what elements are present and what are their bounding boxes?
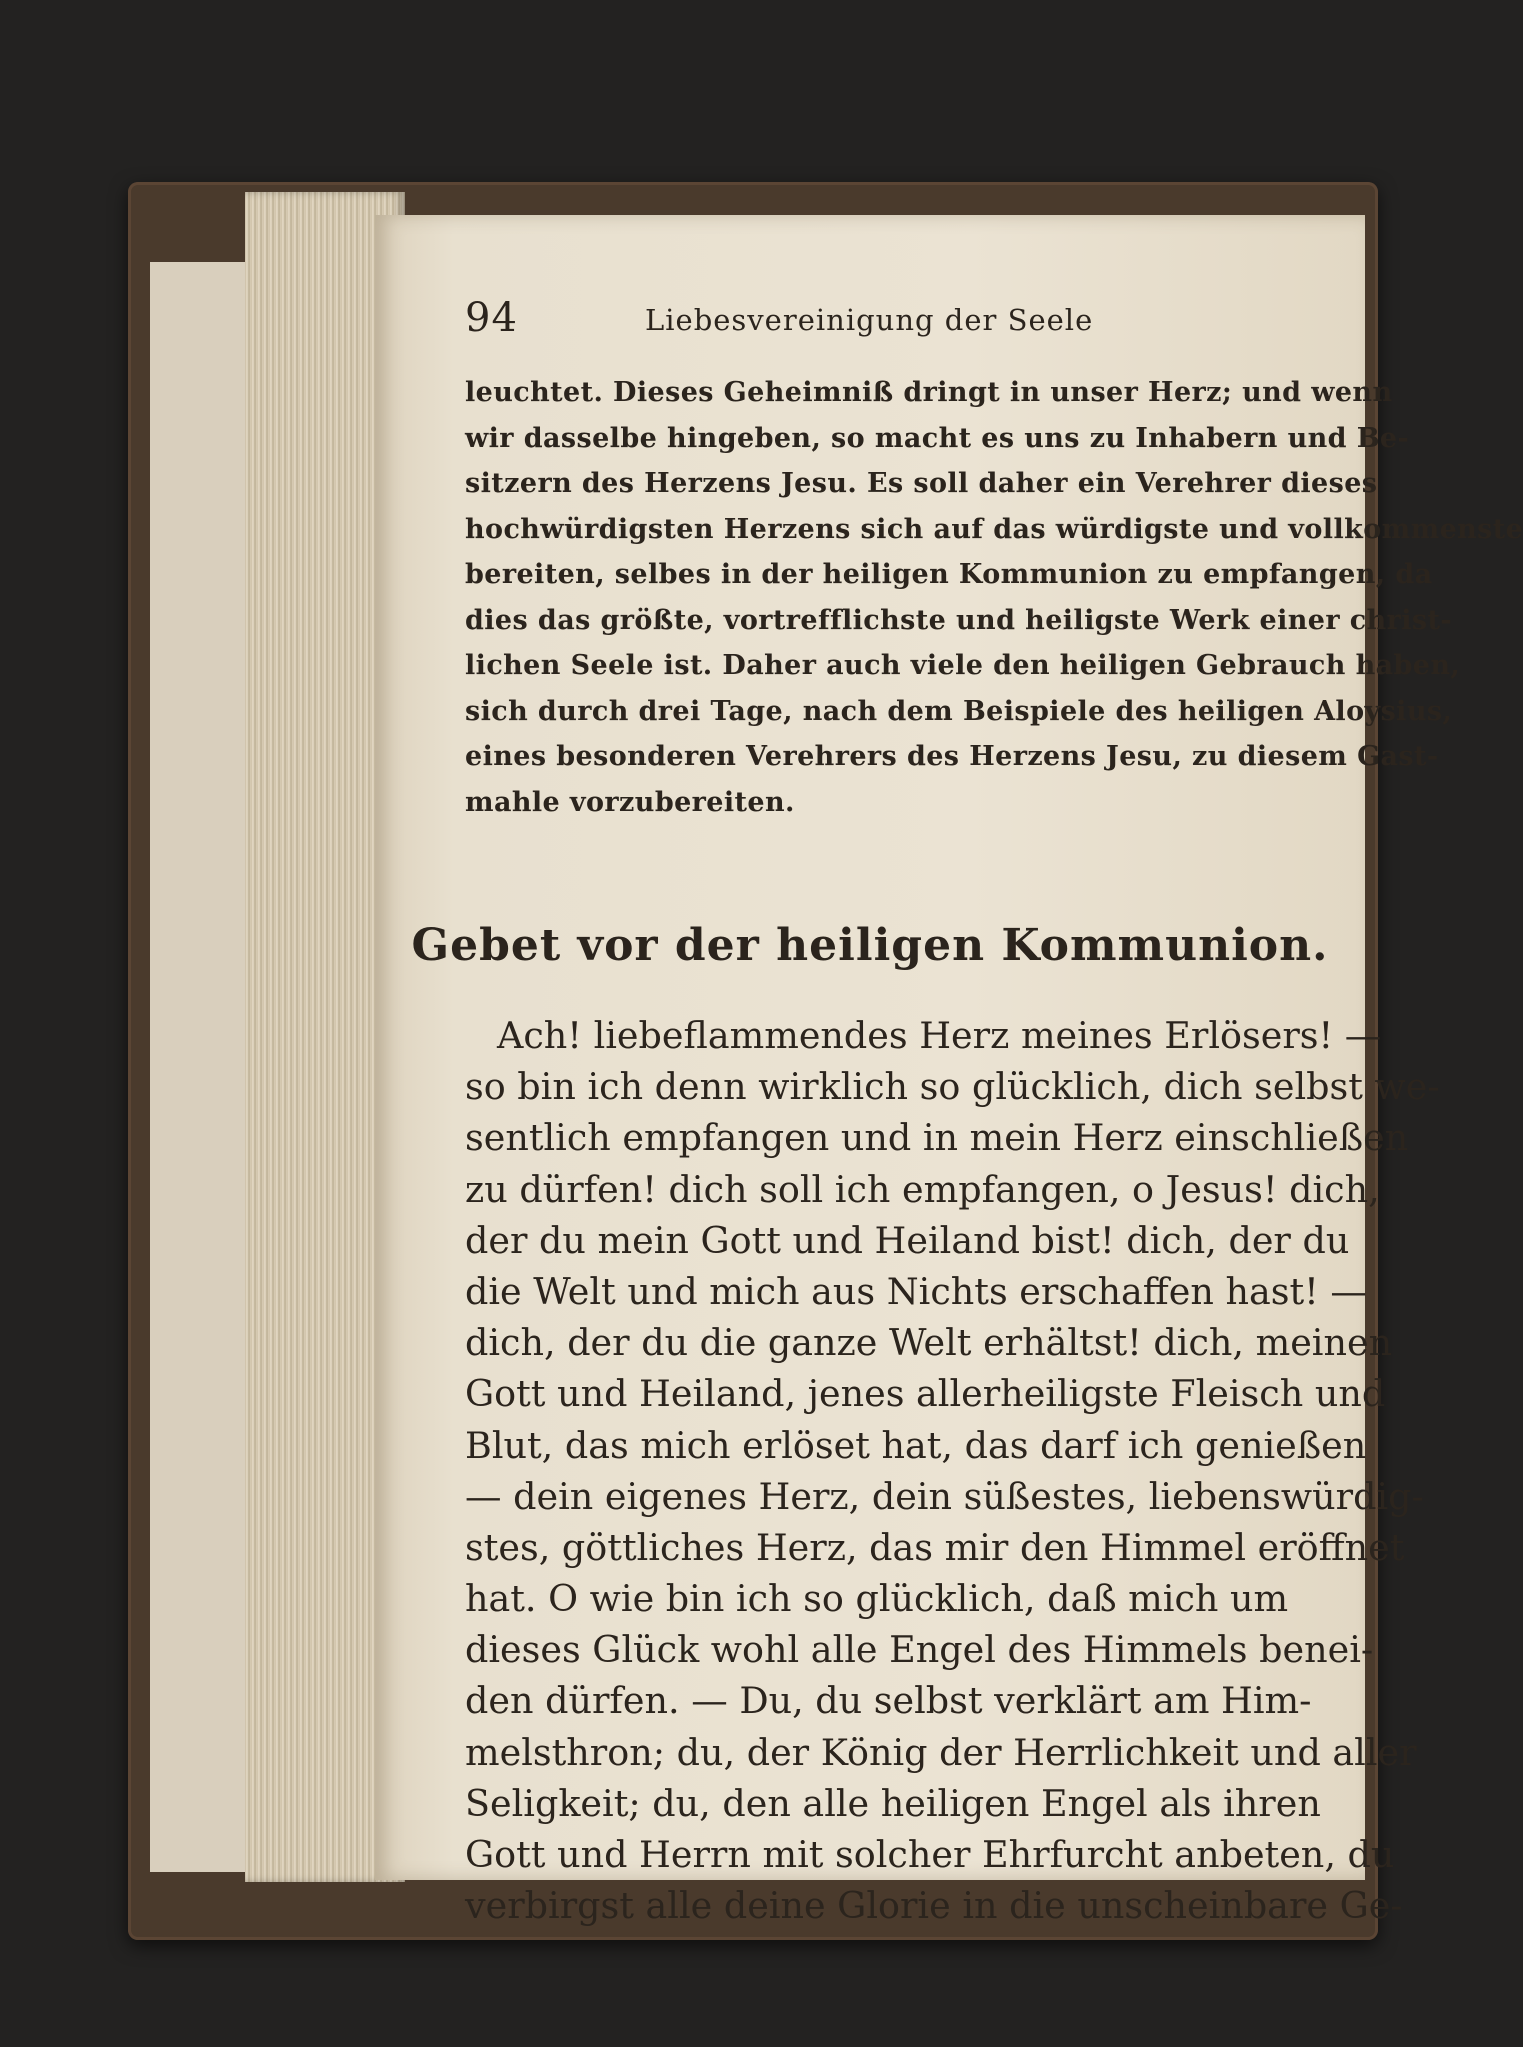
text-line: so bin ich denn wirklich so glücklich, dich selbst we- <box>465 1065 1440 1109</box>
intro-paragraph <box>465 370 1523 825</box>
text-line: hat. O wie bin ich so glücklich, daß mich um <box>465 1577 1289 1621</box>
text-line: der du mein Gott und Heiland bist! dich, der du <box>465 1218 1350 1262</box>
book-page <box>375 215 1523 1928</box>
text-line: leuchtet. Dieses Geheimniß dringt in unser Herz; und wenn <box>465 377 1393 408</box>
page-number: 94 <box>465 295 518 341</box>
text-line: lichen Seele ist. Daher auch viele den heiligen Gebrauch haben, <box>465 650 1461 681</box>
text-line: mahle vorzubereiten. <box>465 786 795 818</box>
text-line: stes, göttliches Herz, das mir den Himmel eröffnet <box>465 1525 1405 1569</box>
text-line: hochwürdigsten Herzens sich auf das würdigste und vollkommenste <box>465 513 1523 545</box>
running-title: Liebesvereinigung der Seele <box>645 303 1094 337</box>
text-line: bereiten, selbes in der heiligen Kommunion zu empfangen, da <box>465 559 1433 590</box>
text-line: dieses Glück wohl alle Engel des Himmels benei- <box>465 1628 1374 1672</box>
text-line: — dein eigenes Herz, dein süßestes, liebenswürdig- <box>465 1474 1424 1518</box>
text-line: Gott und Herrn mit solcher Ehrfurcht anbeten, du <box>465 1833 1395 1876</box>
text-line: Blut, das mich erlöset hat, das darf ich genießen <box>465 1423 1367 1467</box>
text-line: dich, der du die ganze Welt erhältst! dich, meinen <box>465 1321 1393 1365</box>
text-line: Gott und Heiland, jenes allerheiligste Fleisch und <box>465 1372 1386 1416</box>
text-line: eines besonderen Verehrers des Herzens Jesu, zu diesem Gast- <box>465 741 1439 772</box>
text-line: melsthron; du, der König der Herrlichkeit und aller <box>465 1730 1417 1774</box>
running-head <box>465 295 1305 365</box>
text-line: den dürfen. — Du, du selbst verklärt am Him- <box>465 1679 1312 1723</box>
text-line: dies das größte, vortrefflichste und heiligste Werk einer christ- <box>465 604 1453 636</box>
text-line: verbirgst alle deine Glorie in die unscheinbare Ge- <box>465 1884 1403 1928</box>
text-line: Seligkeit; du, den alle heiligen Engel als ihren <box>465 1781 1321 1825</box>
text-line: zu dürfen! dich soll ich empfangen, o Jesus! dich, <box>465 1167 1380 1211</box>
text-line: wir dasselbe hingeben, so macht es uns zu Inhabern und Be- <box>465 422 1410 454</box>
text-line: sich durch drei Tage, nach dem Beispiele des heiligen Aloysius, <box>465 695 1453 727</box>
prayer-heading: Gebet vor der heiligen Kommunion. <box>411 920 1329 971</box>
text-line: sentlich empfangen und in mein Herz einschließen <box>465 1116 1409 1160</box>
text-line: sitzern des Herzens Jesu. Es soll daher ein Verehrer dieses <box>465 468 1378 499</box>
text-line: Ach! liebeflammendes Herz meines Erlösers! — <box>497 1014 1382 1057</box>
text-line: die Welt und mich aus Nichts erschaffen hast! — <box>465 1269 1367 1313</box>
prayer-paragraph <box>465 1010 1440 1931</box>
